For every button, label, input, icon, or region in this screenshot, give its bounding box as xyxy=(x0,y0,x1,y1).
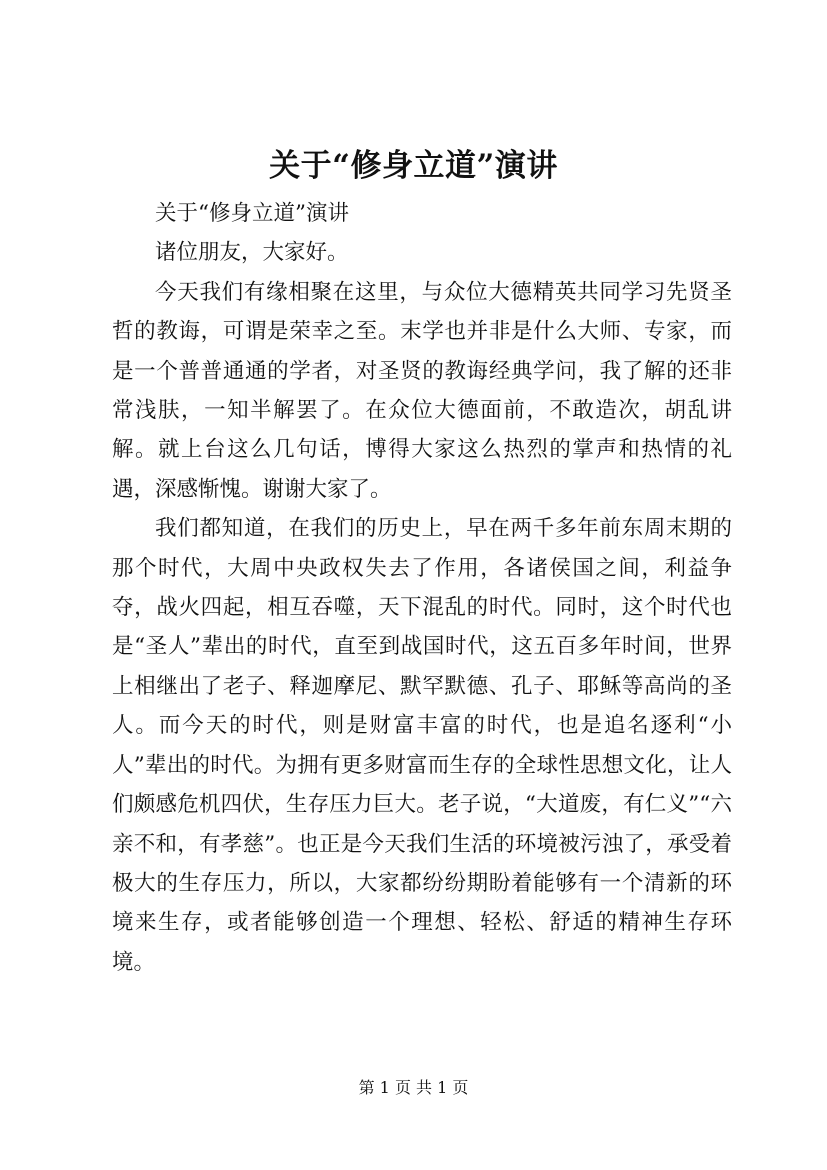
paragraph-opening: 今天我们有缘相聚在这里，与众位大德精英共同学习先贤圣哲的教诲，可谓是荣幸之至。末学也并非是什么大师、专家，而是一个普普通通的学者，对圣贤的教诲经典学问，我了解的还非常浅肤，一知半解罢了。在众位大德面前，不敢造次，胡乱讲解。就上台这么几句话，博得大家这么热烈的掌声和热情的礼遇，深感惭愧。谢谢大家了。 xyxy=(112,279,732,502)
document-body xyxy=(112,194,732,982)
paragraph-greeting: 诸位朋友，大家好。 xyxy=(155,240,349,266)
page-footer: 第 1 页 共 1 页 xyxy=(358,1078,469,1097)
document-title: 关于“修身立道”演讲 xyxy=(269,148,558,184)
paragraph-subtitle: 关于“修身立道”演讲 xyxy=(155,201,349,226)
paragraph-history: 我们都知道，在我们的历史上，早在两千多年前东周末期的那个时代，大周中央政权失去了作用，各诸侯国之间，利益争夺，战火四起，相互吞噬，天下混乱的时代。同时，这个时代也是“圣人”辈出的时代，直至到战国时代，这五百多年时间，世界上相继出了老子、释迦摩尼、默罕默德、孔子、耶稣等高尚的圣人。而今天的时代，则是财富丰富的时代，也是追名逐利“小人”辈出的时代。为拥有更多财富而生存的全球性思想文化，让人们颇感危机四伏，生存压力巨大。老子说，“大道废，有仁义”“六亲不和，有孝慈”。也正是今天我们生活的环境被污浊了，承受着极大的生存压力，所以，大家都纷纷期盼着能够有一个清新的环境来生存，或者能够创造一个理想、轻松、舒适的精神生存环境。 xyxy=(112,516,732,975)
